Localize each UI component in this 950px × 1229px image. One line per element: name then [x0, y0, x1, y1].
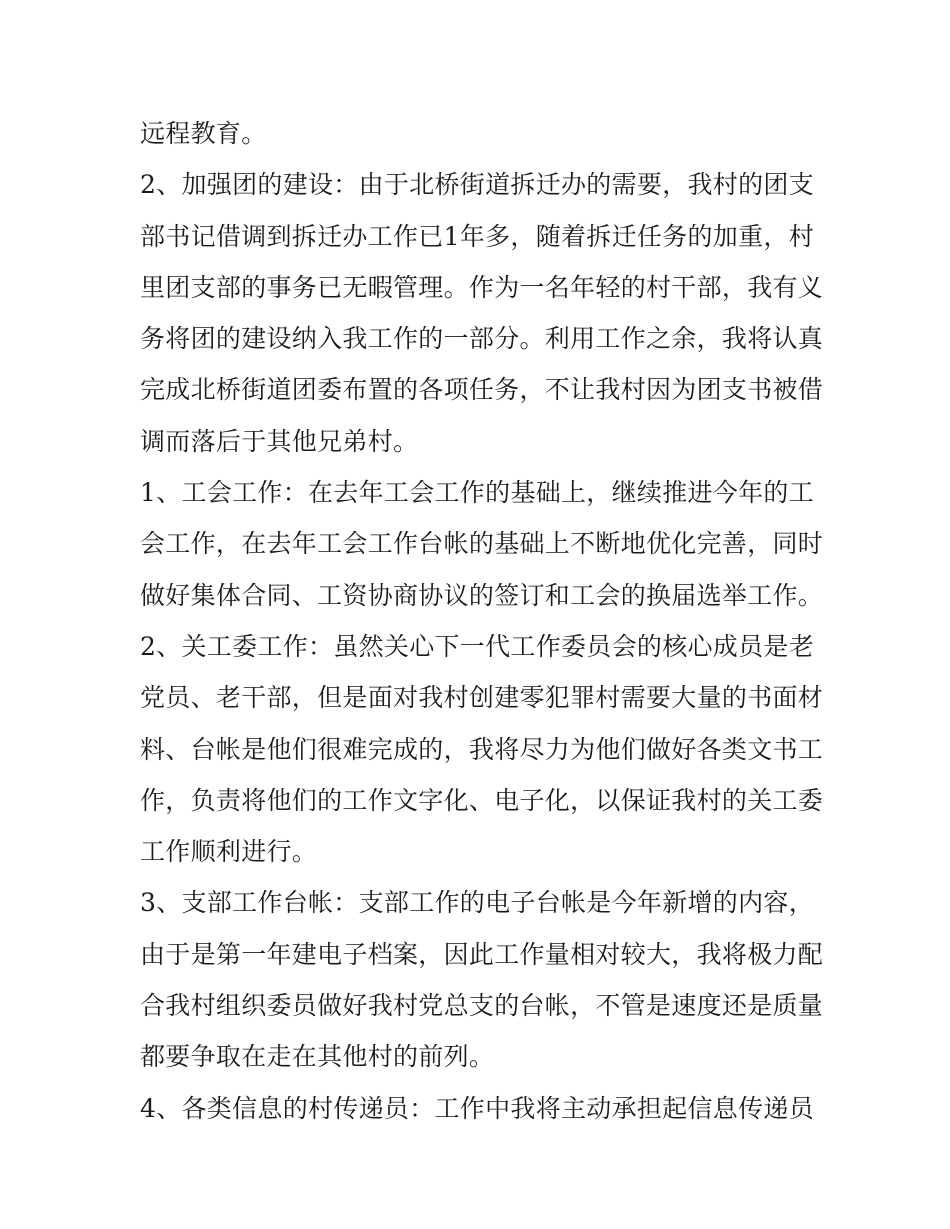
text-line: 里团支部的事务已无暇管理。作为一名年轻的村干部，我有义	[140, 272, 824, 302]
text-line: 工作顺利进行。	[140, 837, 318, 867]
text-line: 2、加强团的建设：由于北桥街道拆迁办的需要，我村的团支	[140, 170, 815, 200]
text-line: 都要争取在走在其他村的前列。	[140, 1042, 495, 1072]
text-line: 部书记借调到拆迁办工作已1年多，随着拆迁任务的加重，村	[140, 221, 815, 251]
document-body	[140, 108, 830, 1134]
text-line: 做好集体合同、工资协商协议的签订和工会的换届选举工作。	[140, 580, 824, 610]
text-line: 调而落后于其他兄弟村。	[140, 426, 419, 456]
text-line: 合我村组织委员做好我村党总支的台帐，不管是速度还是质量	[140, 991, 824, 1021]
text-line: 务将团的建设纳入我工作的一部分。利用工作之余，我将认真	[140, 324, 824, 354]
text-line: 会工作，在去年工会工作台帐的基础上不断地优化完善，同时	[140, 529, 824, 559]
text-line: 完成北桥街道团委布置的各项任务，不让我村因为团支书被借	[140, 375, 824, 405]
text-line: 作，负责将他们的工作文字化、电子化，以保证我村的关工委	[140, 785, 824, 815]
text-line: 党员、老干部，但是面对我村创建零犯罪村需要大量的书面材	[140, 683, 824, 713]
text-line: 远程教育。	[140, 119, 267, 148]
text-line: 料、台帐是他们很难完成的，我将尽力为他们做好各类文书工	[140, 734, 824, 764]
text-line: 1、工会工作：在去年工会工作的基础上，继续推进今年的工	[140, 478, 815, 508]
text-line: 由于是第一年建电子档案，因此工作量相对较大，我将极力配	[140, 939, 824, 969]
text-line: 2、关工委工作：虽然关心下一代工作委员会的核心成员是老	[140, 631, 815, 661]
text-line: 4、各类信息的村传递员：工作中我将主动承担起信息传递员	[140, 1093, 815, 1123]
text-line: 3、支部工作台帐：支部工作的电子台帐是今年新增的内容，	[140, 888, 815, 918]
